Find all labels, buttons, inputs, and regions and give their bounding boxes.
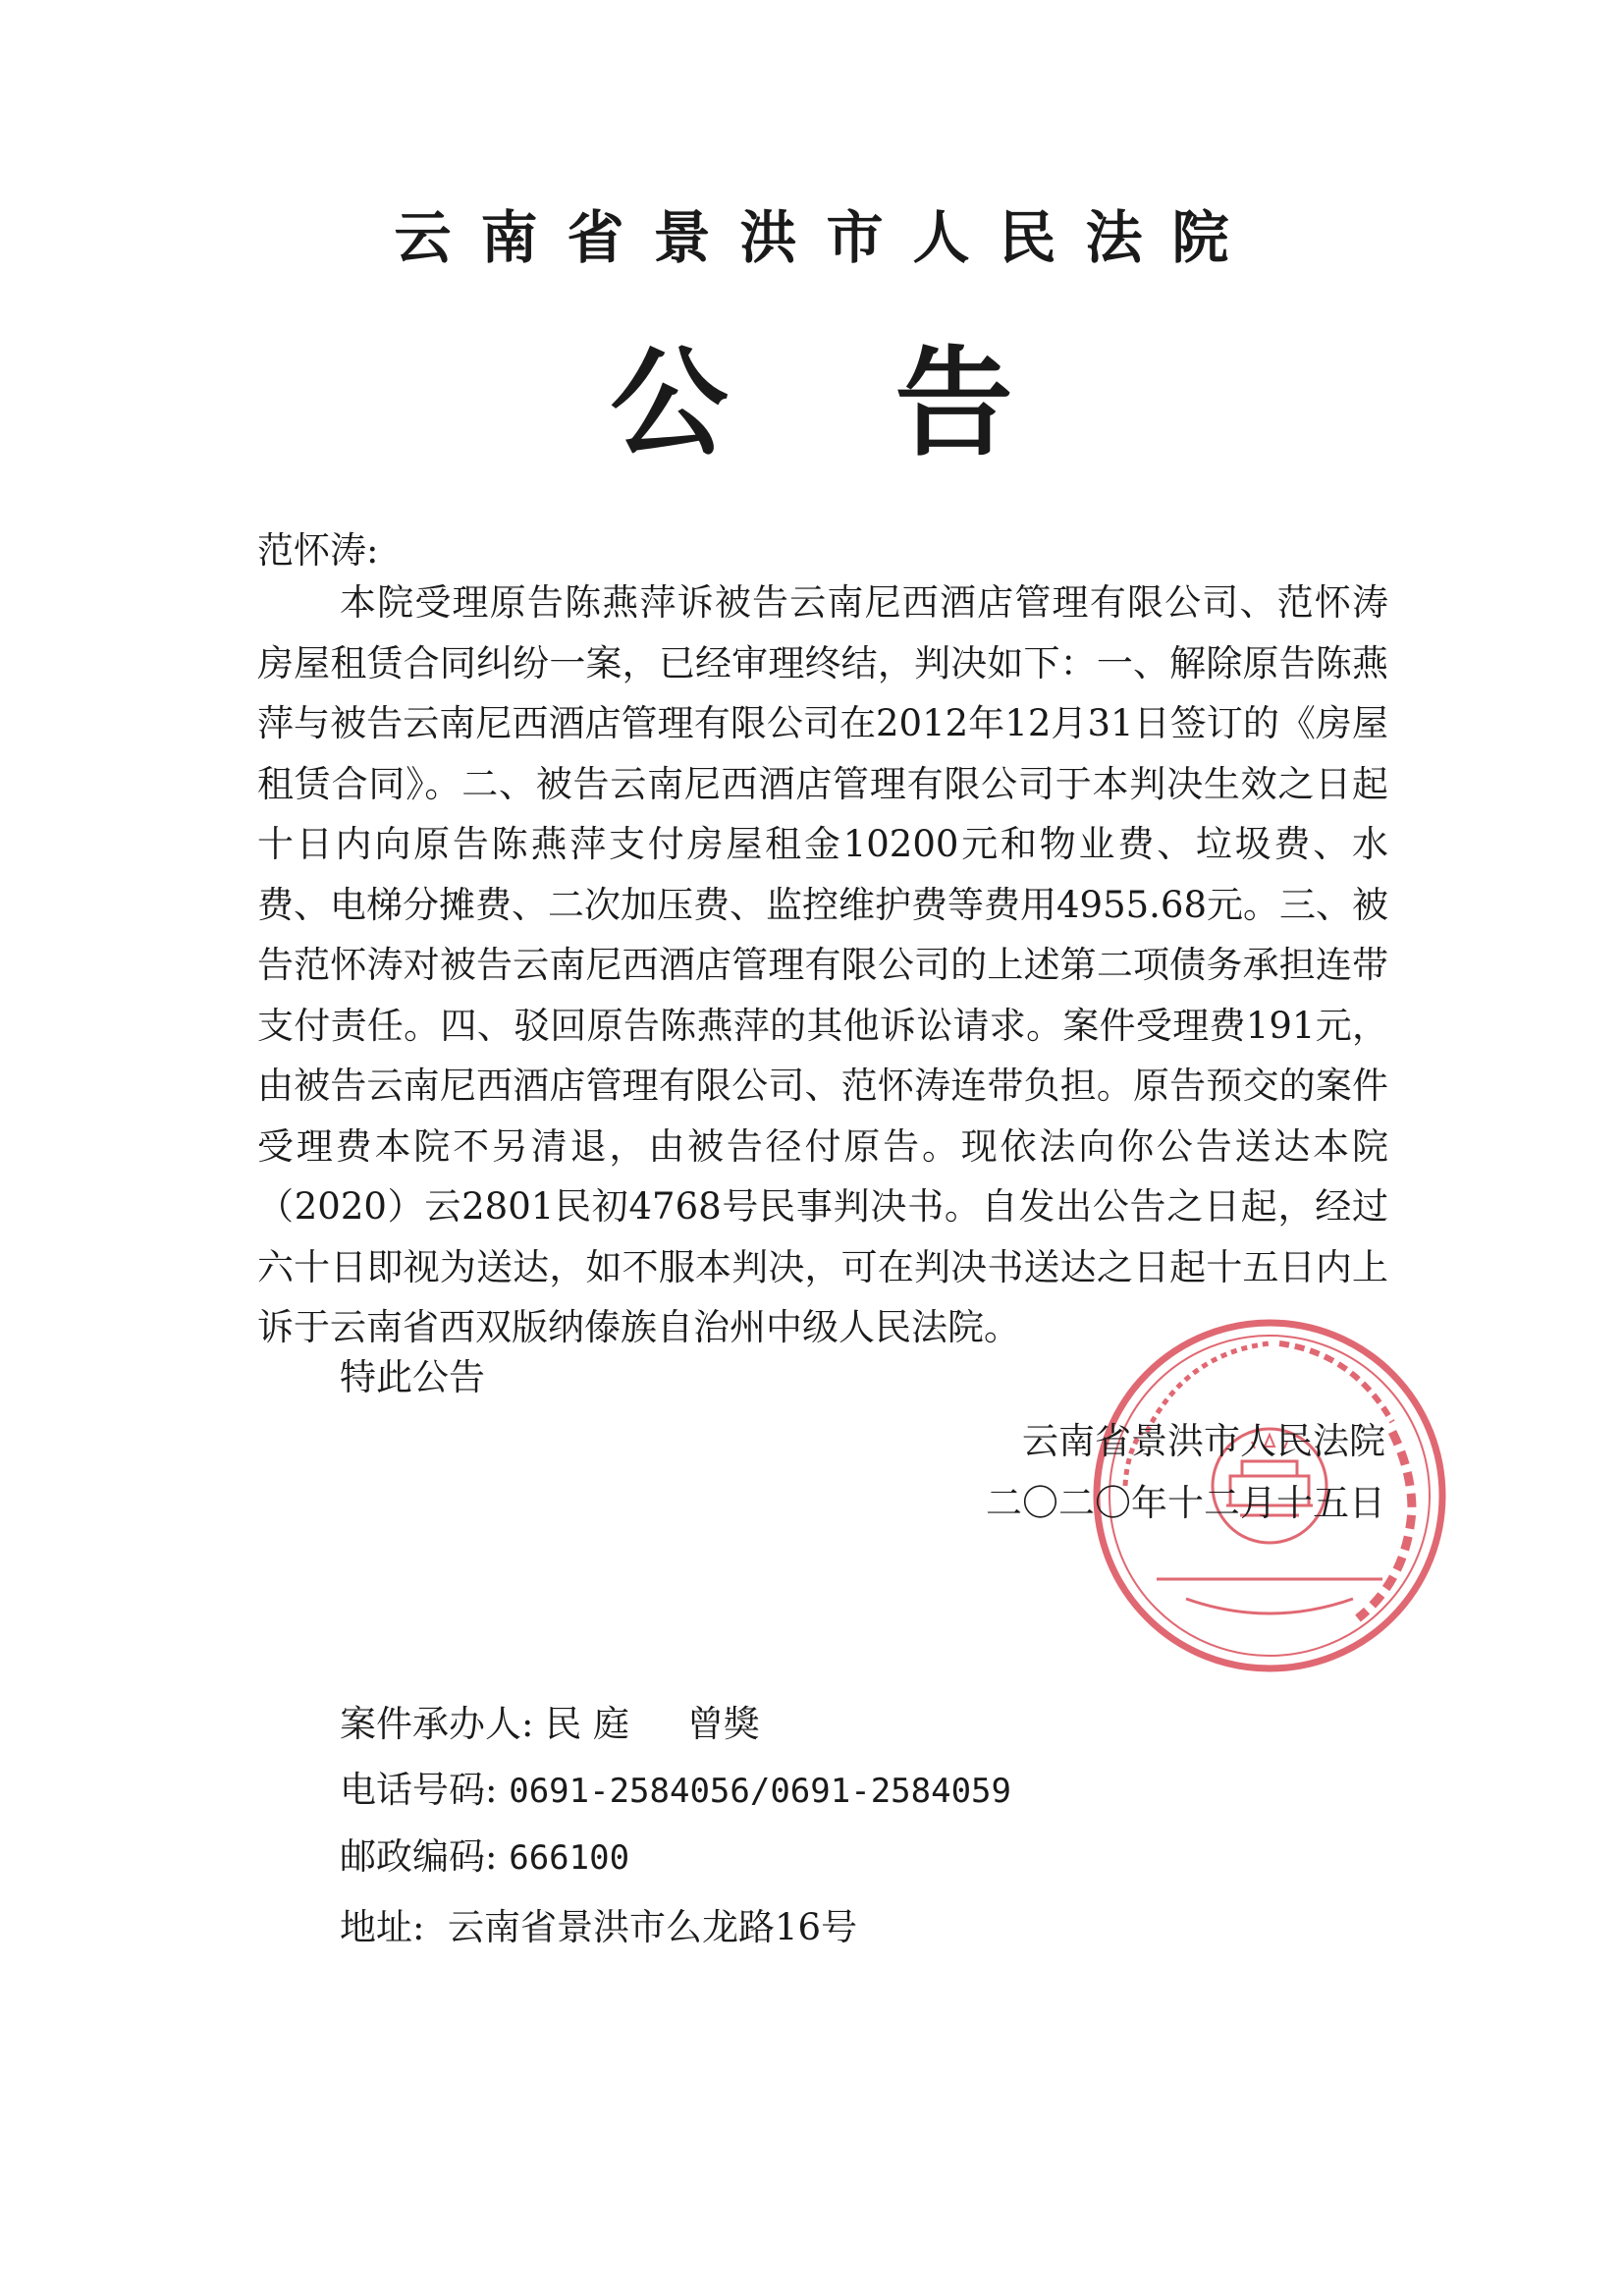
postcode-line [340, 1827, 629, 1880]
postcode-label: 邮政编码: [340, 1835, 498, 1878]
postcode-value: 666100 [509, 1838, 630, 1878]
address-line [340, 1897, 857, 1950]
case-handler-line [340, 1694, 760, 1747]
handler-name: 曾獎 [686, 1703, 760, 1745]
closing-phrase: 特此公告 [340, 1356, 485, 1398]
handler-label: 案件承办人: [340, 1703, 534, 1745]
address-label: 地址: [340, 1906, 425, 1948]
handler-department: 民 庭 [545, 1703, 629, 1745]
court-name-heading: 云南省景洪市人民法院 [394, 204, 1259, 271]
addressee: 范怀涛: [257, 529, 379, 572]
signature-court: 云南省景洪市人民法院 [1022, 1420, 1385, 1462]
phone-line [340, 1760, 1011, 1813]
document-title: 公告 [610, 336, 1180, 472]
notice-body: 本院受理原告陈燕萍诉被告云南尼西酒店管理有限公司、范怀涛房屋租赁合同纠纷一案，已经审理终结，判决如下：一、解除原告陈燕萍与被告云南尼西酒店管理有限公司在2012年12月31日签订的《房屋租赁合同》。二、被告云南尼西酒店管理有限公司于本判决生效之日起十日内向原告陈燕萍支付房屋租金10200元和物业费、垃圾费、水费、电梯分摊费、二次加压费、监控维护费等费用4955.68元。三、被告范怀涛对被告云南尼西酒店管理有限公司的上述第二项债务承担连带支付责任。四、驳回原告陈燕萍的其他诉讼请求。案件受理费191元，由被告云南尼西酒店管理有限公司、范怀涛连带负担。原告预交的案件受理费本院不另清退，由被告径付原告。现依法向你公告送达本院（2020）云2801民初4768号民事判决书。自发出公告之日起，经过六十日即视为送达，如不服本判决，可在判决书送达之日起十五日内上诉于云南省西双版纳傣族自治州中级人民法院。 [257, 581, 1389, 1348]
address-value: 云南省景洪市么龙路16号 [448, 1906, 858, 1948]
phone-label: 电话号码: [340, 1769, 498, 1811]
phone-value: 0691-2584056/0691-2584059 [509, 1772, 1011, 1811]
signature-date: 二〇二〇年十二月十五日 [986, 1482, 1385, 1524]
